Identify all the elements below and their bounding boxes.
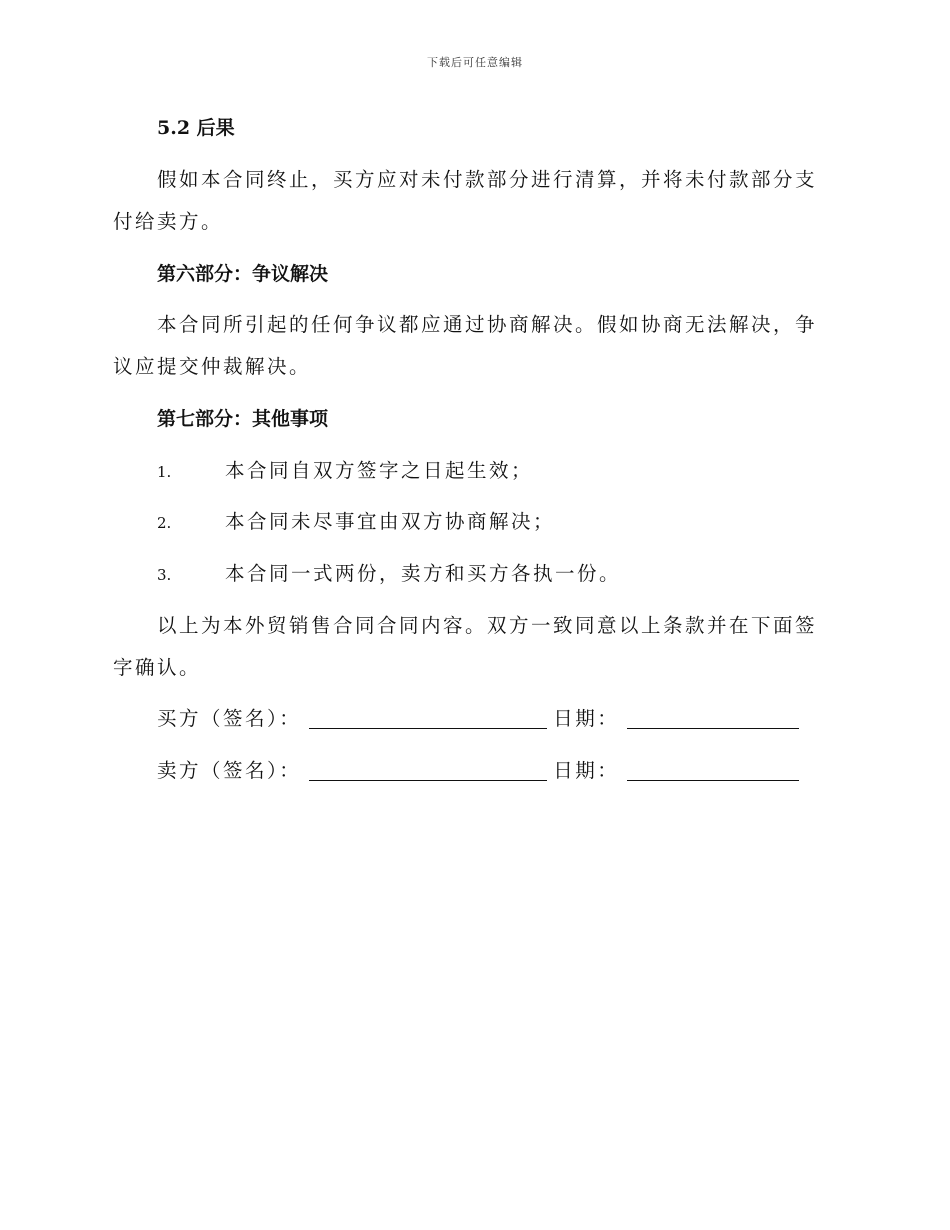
section-5-2-heading: 5.2 后果 <box>157 117 235 139</box>
seller-signature-line <box>157 759 805 783</box>
section-6-heading: 第六部分：争议解决 <box>157 263 329 285</box>
list-item-number: 2. <box>157 514 172 532</box>
list-item <box>157 510 555 535</box>
seller-signature-label: 卖方（签名）： <box>157 759 302 782</box>
page-header: 下载后可任意编辑 <box>427 56 523 69</box>
buyer-date-label: 日期： <box>553 707 620 730</box>
list-item-text: 本合同未尽事宜由双方协商解决； <box>225 510 556 533</box>
buyer-signature-line <box>157 707 805 731</box>
list-item-number: 3. <box>157 566 172 584</box>
section-5-2-body: 假如本合同终止，买方应对未付款部分进行清算，并将未付款部分支付给卖方。 <box>113 168 818 233</box>
seller-date-blank[interactable] <box>627 760 799 781</box>
buyer-signature-label: 买方（签名）： <box>157 707 302 730</box>
seller-signature-blank[interactable] <box>309 760 547 781</box>
closing-paragraph: 以上为本外贸销售合同合同内容。双方一致同意以上条款并在下面签字确认。 <box>113 614 818 679</box>
list-item <box>157 459 533 484</box>
buyer-date-blank[interactable] <box>627 708 799 729</box>
list-item-text: 本合同自双方签字之日起生效； <box>225 459 534 482</box>
section-7-heading: 第七部分：其他事项 <box>157 408 329 430</box>
section-6-body: 本合同所引起的任何争议都应通过协商解决。假如协商无法解决，争议应提交仲裁解决。 <box>113 313 818 378</box>
list-item <box>157 562 621 587</box>
seller-date-label: 日期： <box>553 759 620 782</box>
list-item-text: 本合同一式两份，卖方和买方各执一份。 <box>225 562 622 585</box>
list-item-number: 1. <box>157 463 172 481</box>
buyer-signature-blank[interactable] <box>309 708 547 729</box>
